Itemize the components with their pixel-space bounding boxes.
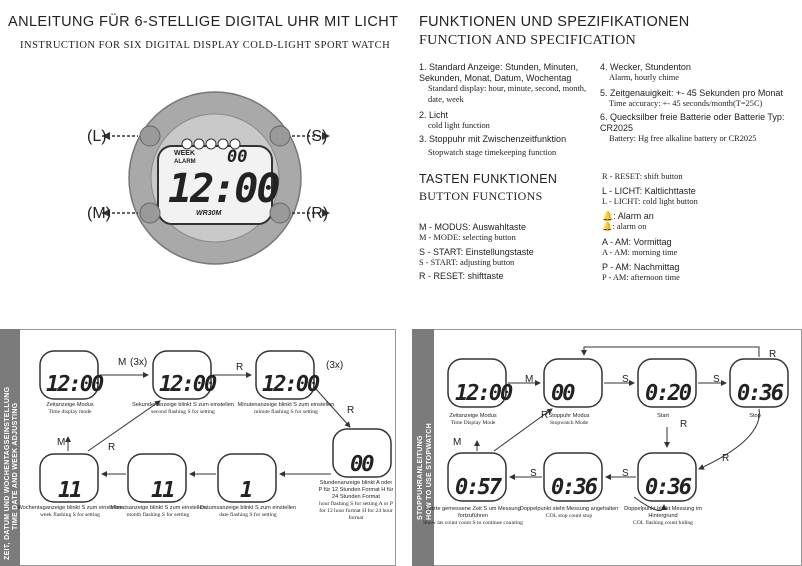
function-item-1: 1. Standard Anzeige: Stunden, Minuten, Sekunden, Monat, Datum, Wochentag Standard display: hour, minute, second, month, date, week <box>419 62 587 104</box>
sw-label-s: S <box>622 374 629 385</box>
ts-step1-caption: Zeitanzeige Modus Time display mode <box>46 402 94 415</box>
function-item-5: 5. Zeitgenauigkeit: +- 45 Sekunden pro Monat Time accuracy: +- 45 seconds/month(T=25C) <box>600 88 783 108</box>
stopwatch-vertical-en: HOW TO USE STOPWATCH <box>426 422 433 520</box>
sw-label-r: R <box>769 349 777 360</box>
ts-step4-caption: Stundenanzeige blinkt A oder P für 12 Stunden Format H für 24 Stunden Format hour flashing S for setting A or P for 12 hour format H for 24 hour format <box>318 480 394 521</box>
sw-step3-caption: Start <box>657 413 669 419</box>
ts-label-r3: R <box>108 442 116 453</box>
ts-step5-caption: Datumsanzeige blinkt S zum einstellen date flashing S for setting <box>199 505 297 518</box>
ts-label-m: M <box>118 357 127 368</box>
functions-title-en: FUNCTION AND SPECIFICATION <box>419 33 637 48</box>
page-title-en: INSTRUCTION FOR SIX DIGITAL DISPLAY COLD-LIGHT SPORT WATCH <box>20 40 391 51</box>
sw-label-r3: R <box>722 453 730 464</box>
ts-label-3x: (3x) <box>130 357 148 368</box>
sw-step5-caption: Doppelpunkt blinkt Messung im Hintergrund COL flashing count hiding <box>624 506 702 526</box>
button-item-m: M - MODUS: Auswahltaste M - MODE: selecting button <box>419 222 527 242</box>
ts-step5-lcd: 1 <box>240 478 252 503</box>
ts-step3-caption: Minutenanzeige blinkt S zum einstellen minute flashing S for setting <box>237 402 335 415</box>
sw-step2-lcd: 00 <box>551 381 574 406</box>
time-setting-vertical-de: ZEIT, DATUM UND WOCHENTAGSEINSTELLUNG <box>4 386 11 560</box>
sw-label-s4: S <box>530 468 537 479</box>
sw-step1-lcd: 12:00 <box>455 381 512 406</box>
sw-step2-caption: Stoppuhr Modus Stopwatch Mode <box>548 413 590 426</box>
time-setting-vertical-en: TIME DATE AND WEEK ADJUSTING <box>12 402 19 530</box>
label-r: (R) <box>306 205 329 222</box>
ts-step7-lcd: 11 <box>58 478 81 503</box>
page-title-de: ANLEITUNG FÜR 6-STELLIGE DIGITAL UHR MIT LICHT <box>8 14 399 30</box>
functions-title-de: FUNKTIONEN UND SPEZIFIKATIONEN <box>419 14 690 30</box>
sw-label-s2: S <box>713 374 720 385</box>
button-item-alarm: 🔔: Alarm an 🔔: alarm on <box>602 211 654 231</box>
button-item-am: A - AM: Vormittag A - AM: morning time <box>602 237 678 257</box>
button-item-pm: P - AM: Nachmittag P - AM: afternoon time <box>602 262 680 282</box>
ts-step2-lcd: 12:00 <box>159 372 216 397</box>
function-item-6: 6. Quecksilber freie Batterie oder Batterie Typ: CR2025 Battery: Hg free alkaline battery or CR2025 <box>600 112 785 143</box>
lcd-week: WEEK <box>174 150 195 157</box>
ts-step3-lcd: 12:00 <box>262 372 319 397</box>
lcd-brand: WR30M <box>196 210 222 217</box>
sw-step4-lcd: 0:36 <box>737 381 782 406</box>
ts-step4-lcd: 00 <box>350 452 373 477</box>
label-m: (M) <box>87 205 111 222</box>
sw-label-r2: R <box>680 419 688 430</box>
sw-step1-caption: Zeitanzeige Modus Time Display Mode <box>449 413 497 426</box>
button-item-r-en: R - RESET: shift button <box>602 172 683 181</box>
sw-step7-caption: Letzte gemessene Zeit S um Messung fortzuführen Show las count count S to continue counting <box>423 506 523 526</box>
button-item-l: L - LICHT: Kaltlichttaste L - LICHT: cold light button <box>602 186 698 206</box>
button-item-r: R - RESET: shifttaste <box>419 271 504 281</box>
ts-step1-lcd: 12:00 <box>46 372 103 397</box>
sw-step6-caption: Doppelpunkt steht Messung angehalten COL stop count stop <box>519 506 619 519</box>
ts-step7-caption: Wochentaganzeige blinkt S zum einstellen week flashing S for setting <box>17 505 123 518</box>
sw-step4-caption: Stop <box>749 413 761 419</box>
stopwatch-vertical-de: STOPPUHRANLEITUNG <box>417 435 424 520</box>
sw-label-m: M <box>525 374 534 385</box>
sw-step3-lcd: 0:20 <box>645 381 690 406</box>
button-item-s: S - START: Einstellungstaste S - START: adjusting button <box>419 247 534 267</box>
ts-label-3x-b: (3x) <box>326 360 344 371</box>
buttons-title-de: TASTEN FUNKTIONEN <box>419 172 558 186</box>
label-s: (S) <box>306 128 328 145</box>
lcd-time: 12:00 <box>168 166 279 212</box>
function-item-4: 4. Wecker, Stundenton Alarm, hourly chime <box>600 62 691 82</box>
bell-icon-small: 🔔 <box>602 222 613 231</box>
sw-step6-lcd: 0:36 <box>551 475 596 500</box>
ts-step6-lcd: 11 <box>151 478 174 503</box>
function-item-3: 3. Stoppuhr mit Zwischenzeitfunktion Stopwatch stage timekeeping function <box>419 134 567 157</box>
sw-label-r4: R <box>541 410 549 421</box>
lcd-alarm: ALARM <box>174 159 196 165</box>
ts-step6-caption: Monatsanzeige blinkt S zum einstellen month flashing S for setting <box>110 505 206 518</box>
ts-label-r2: R <box>347 405 355 416</box>
buttons-title-en: BUTTON FUNCTIONS <box>419 189 543 203</box>
sw-label-m2: M <box>453 437 462 448</box>
lcd-small-digits: 00 <box>227 147 248 167</box>
stopwatch-diagram <box>434 329 800 566</box>
label-l: (L) <box>87 128 107 145</box>
sw-step5-lcd: 0:36 <box>645 475 690 500</box>
ts-label-r1: R <box>236 362 244 373</box>
bell-icon: 🔔 <box>602 211 614 221</box>
function-item-2: 2. Licht cold light function <box>419 110 490 130</box>
ts-step2-caption: Sekundenanzeige blinkt S zum einstellen second flashing S for setting <box>132 402 234 415</box>
ts-label-m2: M <box>57 437 66 448</box>
sw-step7-lcd: 0:57 <box>455 475 500 500</box>
sw-label-s3: S <box>622 468 629 479</box>
